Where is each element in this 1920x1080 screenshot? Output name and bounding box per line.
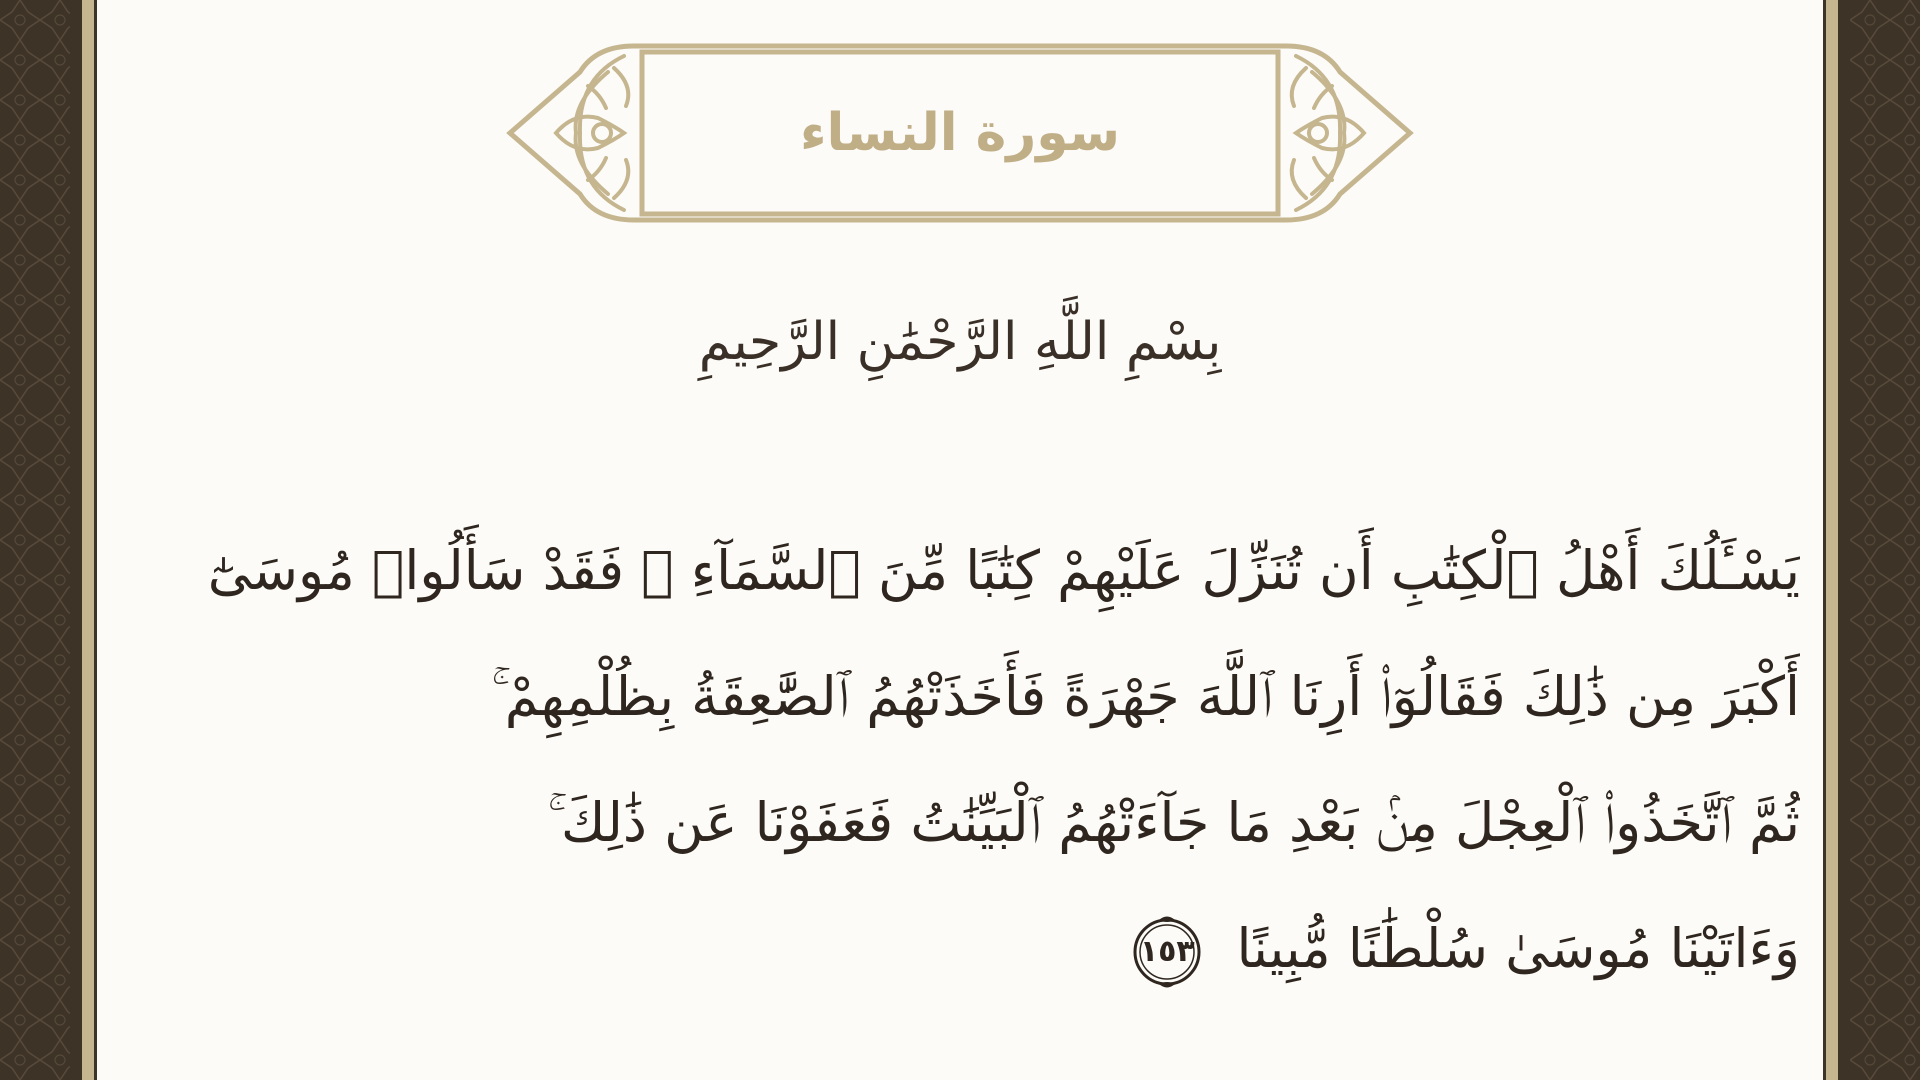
verse-text [180,508,1800,1012]
verse-line-2: أَكْبَرَ مِن ذَٰلِكَ فَقَالُوٓا۟ أَرِنَا ٱللَّهَ جَهْرَةً فَأَخَذَتْهُمُ ٱلصَّٰعِقَةُ بِظُلْمِهِمْ ۚ [491,665,1800,728]
basmala: بِسْمِ اللَّهِ الرَّحْمَٰنِ الرَّحِيمِ [698,312,1222,372]
verse-line-4 [180,886,1800,1012]
right-gold-rail [1826,0,1838,1080]
verse-line-3: ثُمَّ ٱتَّخَذُوا۟ ٱلْعِجْلَ مِنۢ بَعْدِ مَا جَآءَتْهُمُ ٱلْبَيِّنَٰتُ فَعَفَوْنَا عَن ذَٰلِكَ ۚ [547,791,1800,854]
verse-line-4-text: وَءَاتَيْنَا مُوسَىٰ سُلْطَٰنًا مُّبِينًا [1236,917,1800,980]
left-border-pattern [0,0,70,1080]
surah-title: سورة النساء [799,103,1121,163]
ayah-number: ١٥٣ [1139,934,1195,970]
verse-line-1: يَسْـَٔلُكَ أَهْلُ ٱلْكِتَٰبِ أَن تُنَزِّلَ عَلَيْهِمْ كِتَٰبًا مِّنَ ٱلسَّمَآءِ ۚ فَقَدْ سَأَلُوا۟ مُوسَىٰٓ [207,539,1800,602]
surah-header [504,42,1416,224]
ayah-end-marker [1129,914,1205,990]
left-gold-rail [82,0,94,1080]
right-border-pattern [1850,0,1920,1080]
